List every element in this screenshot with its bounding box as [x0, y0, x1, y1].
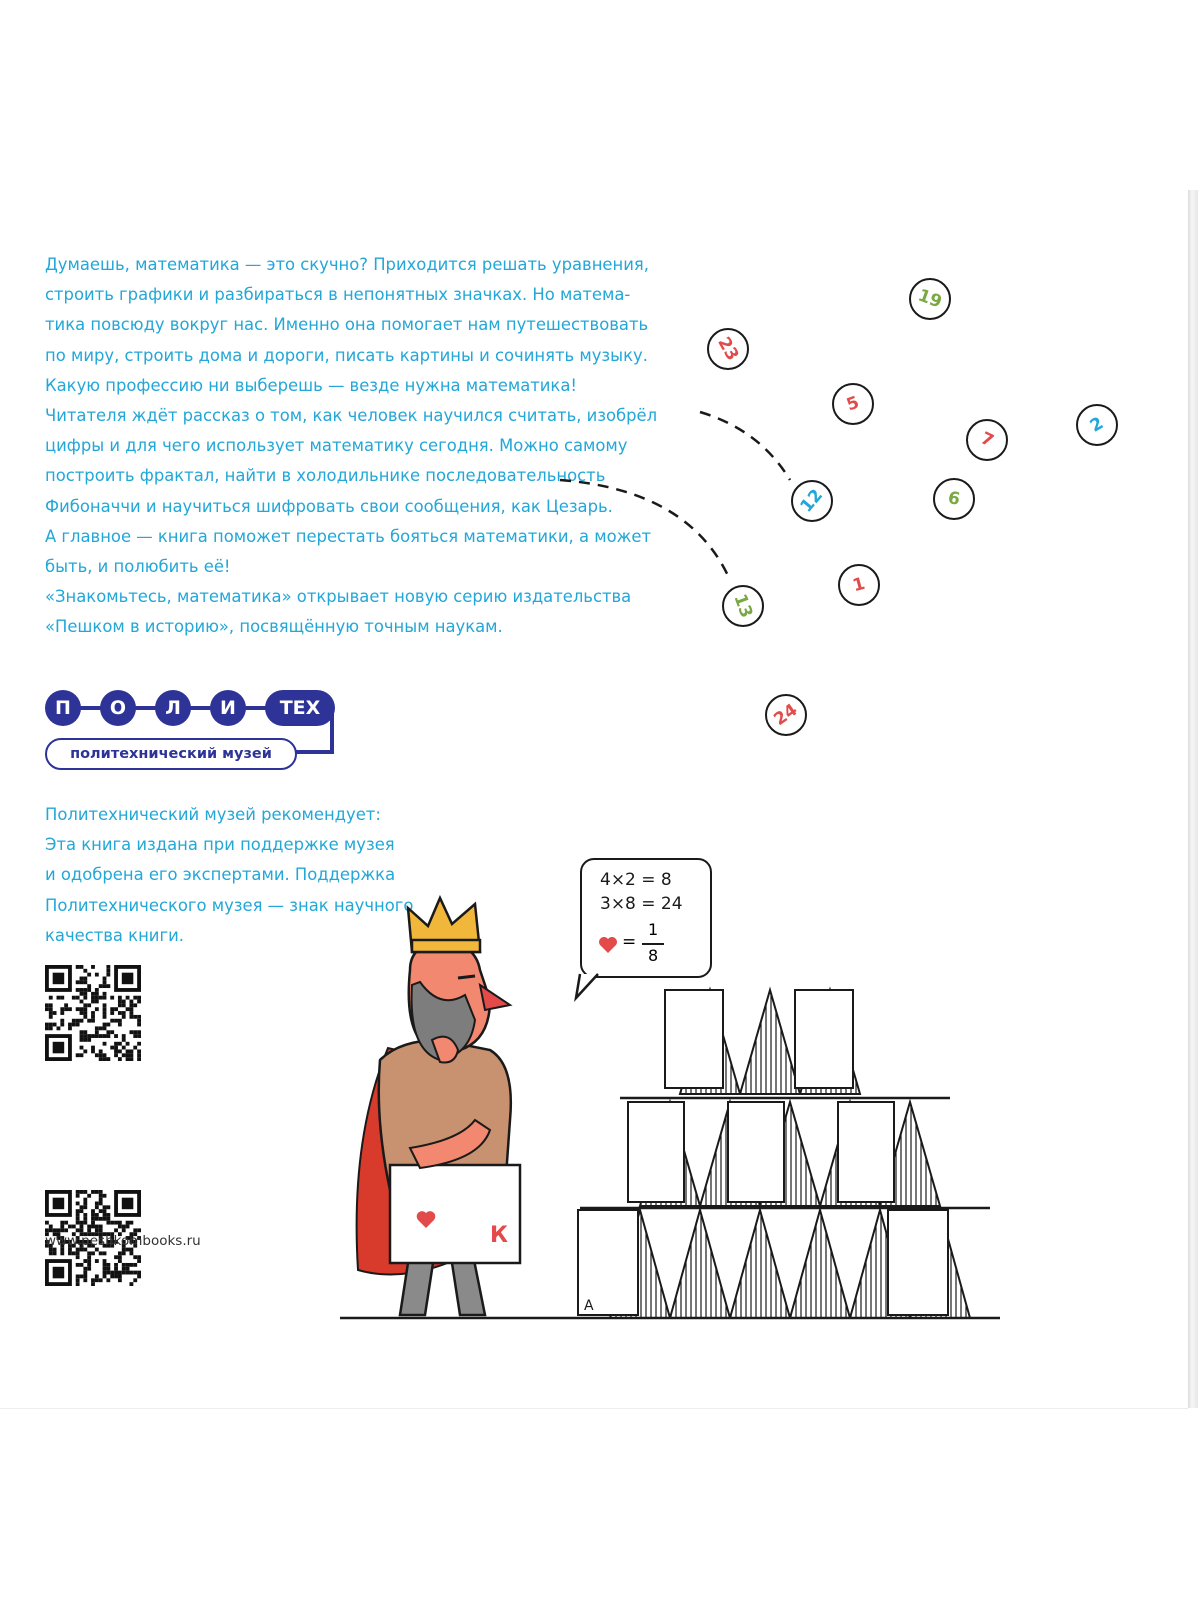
number-ball: 19: [909, 278, 951, 320]
description-line: быть, и полюбить её!: [45, 557, 231, 577]
number-ball: 5: [832, 383, 874, 425]
number-ball: 24: [765, 694, 807, 736]
book-back-cover: [0, 190, 1188, 1408]
number-ball: 6: [933, 478, 975, 520]
polytech-museum-logo: [45, 690, 345, 785]
recommendation-line: качества книги.: [45, 925, 184, 945]
equation-line: 4×2 = 8: [600, 870, 672, 890]
fraction-denominator: 8: [648, 946, 659, 965]
logo-letter: П: [45, 690, 81, 726]
logo-connector: [295, 750, 334, 754]
description-line: Какую профессию ни выберешь — везде нужна математика!: [45, 375, 577, 395]
logo-letter: И: [210, 690, 246, 726]
king-and-house-of-cards-illustration: [340, 890, 1060, 1370]
description-line: тика повсюду вокруг нас. Именно она помогает нам путешествовать: [45, 315, 649, 335]
number-ball: 23: [707, 328, 749, 370]
fraction-numerator: 1: [648, 920, 659, 939]
description-line: цифры и для чего использует математику сегодня. Можно самому: [45, 436, 628, 456]
description-line: А главное — книга поможет перестать бояться математики, а может: [45, 526, 651, 546]
logo-subtitle: политехнический музей: [45, 738, 297, 770]
recommendation-line: и одобрена его экспертами. Поддержка: [45, 865, 396, 885]
number-ball: 13: [722, 585, 764, 627]
description-line: по миру, строить дома и дороги, писать картины и сочинять музыку.: [45, 345, 648, 365]
recommendation-line: Политехнического музея — знак научного: [45, 895, 414, 915]
description-line: «Знакомьтесь, математика» открывает новую серию издательства: [45, 587, 632, 607]
logo-letter: О: [100, 690, 136, 726]
card-letter-king: К: [490, 1223, 508, 1248]
description-line: «Пешком в историю», посвящённую точным наукам.: [45, 617, 503, 637]
recommendation-line: Политехнический музей рекомендует:: [45, 805, 381, 824]
qr-code[interactable]: [45, 965, 141, 1061]
publisher-website-link[interactable]: www.peshkombooks.ru: [45, 1233, 201, 1249]
logo-letter: Л: [155, 690, 191, 726]
number-ball: 7: [966, 419, 1008, 461]
house-of-cards: [578, 990, 990, 1318]
number-ball: 2: [1076, 404, 1118, 446]
description-line: построить фрактал, найти в холодильнике последовательность: [45, 466, 606, 486]
description-line: Фибоначчи и научиться шифровать свои сообщения, как Цезарь.: [45, 496, 613, 516]
equals-sign: =: [622, 932, 637, 952]
description-line: строить графики и разбираться в непонятных значках. Но матема-: [45, 285, 631, 305]
logo-tail: ТЕХ: [265, 690, 335, 726]
recommendation-line: Эта книга издана при поддержке музея: [45, 835, 395, 855]
card-letter-ace: А: [584, 1298, 594, 1314]
number-ball: 12: [791, 480, 833, 522]
number-ball: 1: [838, 564, 880, 606]
description-line: Думаешь, математика — это скучно? Приходится решать уравнения,: [45, 255, 649, 274]
description-line: Читателя ждёт рассказ о том, как человек научился считать, изобрёл: [45, 406, 658, 426]
equation-line: 3×8 = 24: [600, 894, 683, 914]
